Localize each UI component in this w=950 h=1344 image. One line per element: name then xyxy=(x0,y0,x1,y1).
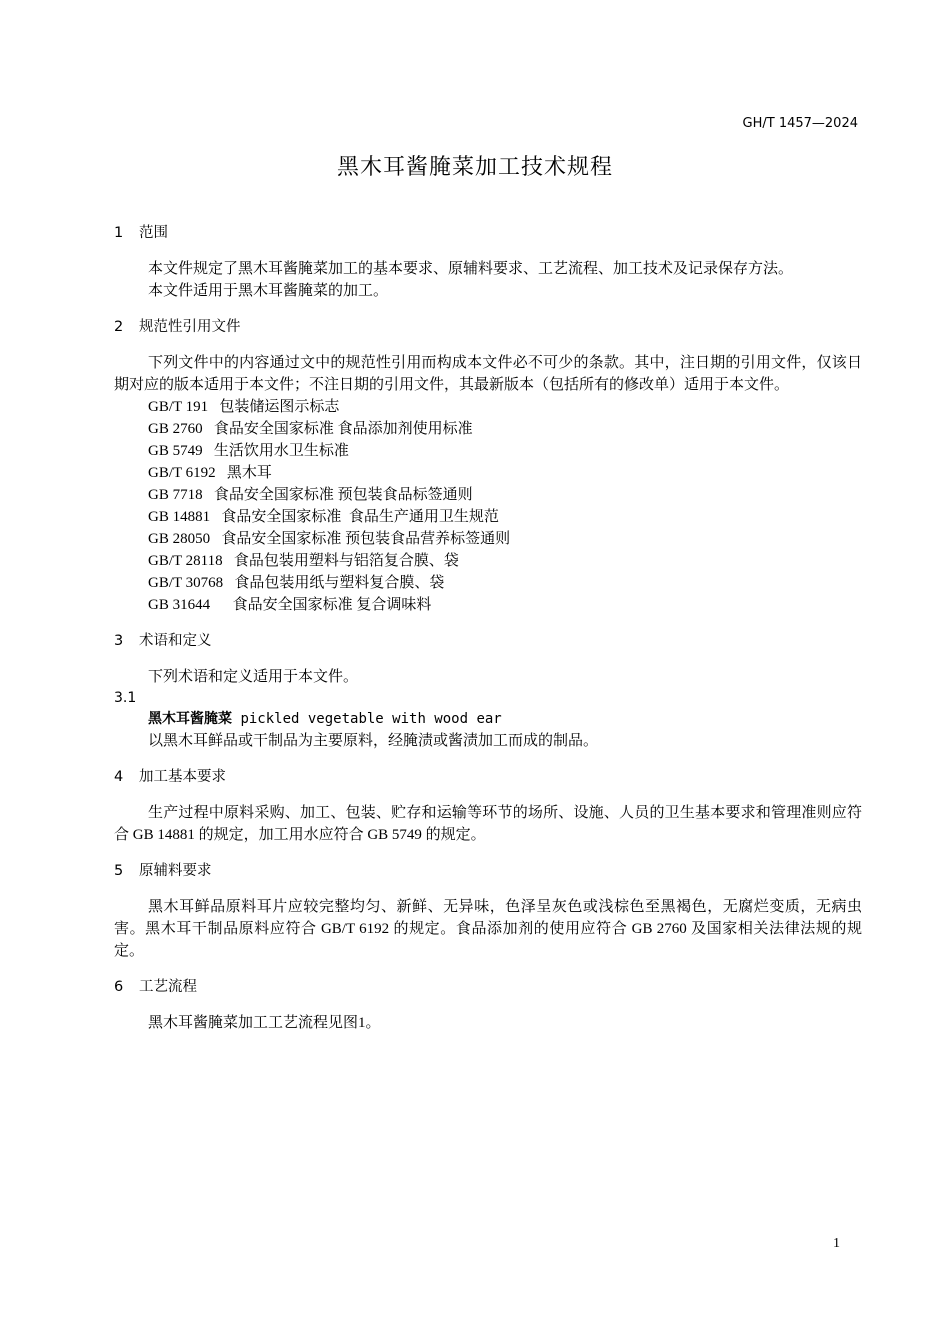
section-number: 5 xyxy=(114,863,124,879)
term-number: 3.1 xyxy=(114,690,137,706)
reference-item: GB 31644 食品安全国家标准 复合调味料 xyxy=(148,597,432,613)
reference-item: GB 28050 食品安全国家标准 预包装食品营养标签通则 xyxy=(148,531,511,547)
term-name xyxy=(114,708,862,730)
page-number: 1 xyxy=(833,1236,840,1251)
section-heading-3 xyxy=(114,630,862,652)
section-title: 术语和定义 xyxy=(139,633,212,649)
section-heading-1 xyxy=(114,222,862,244)
paragraph: 生产过程中原料采购、加工、包装、贮存和运输等环节的场所、设施、人员的卫生基本要求和管理准则应符合 GB 14881 的规定，加工用水应符合 GB 5749 的规定。 xyxy=(114,805,862,843)
reference-item: GB/T 30768 食品包装用纸与塑料复合膜、袋 xyxy=(148,575,445,591)
section-title: 范围 xyxy=(139,225,168,241)
reference-item: GB 2760 食品安全国家标准 食品添加剂使用标准 xyxy=(148,421,473,437)
paragraph: 下列文件中的内容通过文中的规范性引用而构成本文件必不可少的条款。其中，注日期的引用文件，仅该日期对应的版本适用于本文件；不注日期的引用文件，其最新版本（包括所有的修改单）适用于本文件。 xyxy=(114,355,862,393)
paragraph: 本文件规定了黑木耳酱腌菜加工的基本要求、原辅料要求、工艺流程、加工技术及记录保存方法。 xyxy=(148,261,794,277)
paragraph: 下列术语和定义适用于本文件。 xyxy=(148,669,359,685)
section-title: 加工基本要求 xyxy=(139,769,226,785)
reference-item: GB 7718 食品安全国家标准 预包装食品标签通则 xyxy=(148,487,473,503)
section-heading-4 xyxy=(114,766,862,788)
paragraph: 本文件适用于黑木耳酱腌菜的加工。 xyxy=(148,283,389,299)
section-number: 1 xyxy=(114,225,124,241)
section-title: 原辅料要求 xyxy=(139,863,212,879)
section-heading-6 xyxy=(114,976,862,998)
section-number: 6 xyxy=(114,979,124,995)
reference-item: GB/T 6192 黑木耳 xyxy=(148,465,272,481)
section-heading-5 xyxy=(114,860,862,882)
reference-item: GB/T 191 包装储运图示标志 xyxy=(148,399,340,415)
term-definition: 以黑木耳鲜品或干制品为主要原料，经腌渍或酱渍加工而成的制品。 xyxy=(148,733,599,749)
section-number: 3 xyxy=(114,633,124,649)
paragraph: 黑木耳鲜品原料耳片应较完整均匀、新鲜、无异味，色泽呈灰色或浅棕色至黑褐色，无腐烂变质，无病虫害。黑木耳干制品原料应符合 GB/T 6192 的规定。食品添加剂的使用应符合 GB 2760 及国家相关法律法规的规定。 xyxy=(114,899,862,959)
section-heading-2 xyxy=(114,316,862,338)
section-title: 规范性引用文件 xyxy=(139,319,241,335)
section-number: 2 xyxy=(114,319,124,335)
paragraph: 黑木耳酱腌菜加工工艺流程见图1。 xyxy=(148,1015,381,1031)
reference-item: GB/T 28118 食品包装用塑料与铝箔复合膜、袋 xyxy=(148,553,459,569)
section-number: 4 xyxy=(114,769,124,785)
standard-code: GH/T 1457—2024 xyxy=(742,116,858,131)
reference-item: GB 5749 生活饮用水卫生标准 xyxy=(148,443,349,459)
document-title: 黑木耳酱腌菜加工技术规程 xyxy=(336,155,613,180)
document-body xyxy=(114,222,862,1034)
reference-item: GB 14881 食品安全国家标准 食品生产通用卫生规范 xyxy=(148,509,499,525)
section-title: 工艺流程 xyxy=(139,979,197,995)
term-name-en: pickled vegetable with wood ear xyxy=(240,711,502,727)
term-name-zh: 黑木耳酱腌菜 xyxy=(148,711,232,727)
